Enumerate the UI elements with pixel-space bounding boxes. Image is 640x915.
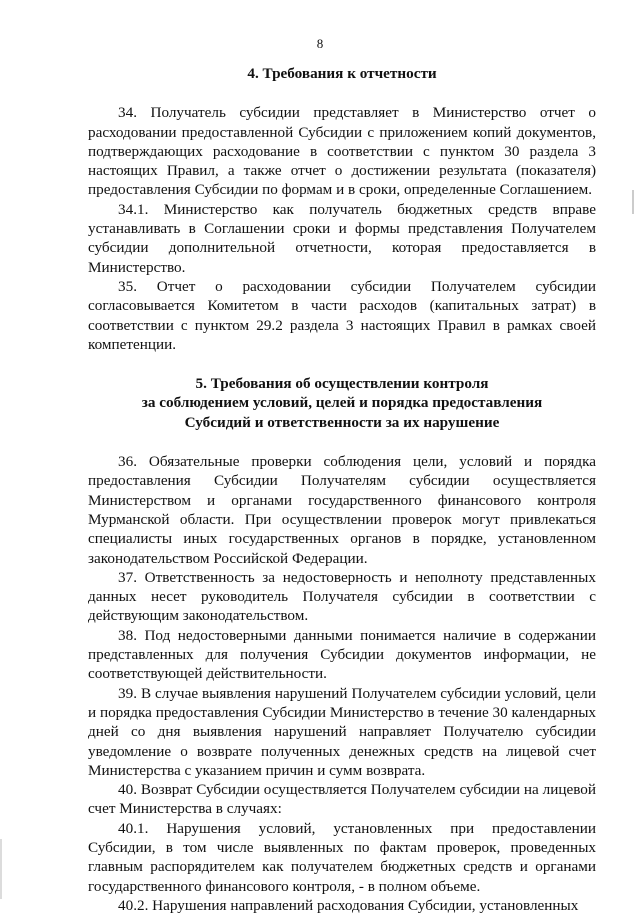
paragraph-37: 37. Ответственность за недостоверность и неполноту представленных данных несет руководитель Получателя субсидии в соответствии с действующим законодательством.: [88, 568, 596, 625]
paragraph-40: 40. Возврат Субсидии осуществляется Получателем субсидии на лицевой счет Министерства в случаях:: [88, 781, 596, 818]
section-5-title-line-2: за соблюдением условий, целей и порядка предоставления: [141, 394, 543, 412]
paragraph-34-1: 34.1. Министерство как получатель бюджетных средств вправе устанавливать в Соглашении сроки и формы представления Получателем субсидии дополнительной отчетности, которая предоставляется в Министерство.: [88, 200, 596, 276]
section-5-title-line-1: 5. Требования об осуществлении контроля: [195, 375, 489, 393]
section-5-title-line-3: Субсидий и ответственности за их нарушение: [184, 413, 500, 431]
paragraph-40-1: 40.1. Нарушения условий, установленных при предоставлении Субсидии, в том числе выявленных по фактам проверок, проведенных главным распорядителем как получателем бюджетных средств и органами государственного финансового контроля, - в полном объеме.: [88, 819, 596, 895]
paragraph-38: 38. Под недостоверными данными понимается наличие в содержании представленных для получения Субсидии документов информации, не соответствующей действительности.: [88, 626, 596, 683]
paragraph-39: 39. В случае выявления нарушений Получателем субсидии условий, цели и порядка предоставления Субсидии Министерство в течение 30 календарных дней со дня выявления нарушений направляет Получателю субсидии уведомление о возврате полученных денежных средств на лицевой счет Министерства с указанием причин и сумм возврата.: [88, 684, 596, 779]
paragraph-36: 36. Обязательные проверки соблюдения цели, условий и порядка предоставления Субсидии Получателям субсидии осуществляется Министерством и органами государственного финансового контроля Мурманской области. При осуществлении проверок могут привлекаться специалисты иных государственных органов в порядке, установленном законодательством Российской Федерации.: [88, 453, 596, 567]
paragraph-40-2: 40.2. Нарушения направлений расходования Субсидии, установленных: [118, 896, 579, 914]
document-body: [88, 64, 596, 915]
paragraph-34: 34. Получатель субсидии представляет в Министерство отчет о расходовании предоставленной Субсидии с приложением копий документов, подтверждающих расходование в соответствии с пунктом 30 раздела 3 настоящих Правил, а также отчет о достижении результата (показателя) предоставления Субсидии по формам и в сроки, определенные Соглашением.: [88, 104, 596, 199]
section-5-title: [88, 374, 596, 432]
page-number: 8: [316, 36, 324, 51]
scan-edge-mark: [632, 190, 634, 214]
paragraph-35: 35. Отчет о расходовании субсидии Получателем субсидии согласовывается Комитетом в части расходов (капитальных затрат) в соответствии с пунктом 29.2 раздела 3 настоящих Правил в рамках своей компетенции.: [88, 277, 596, 353]
section-4-title: 4. Требования к отчетности: [247, 65, 437, 82]
scan-edge-mark-bottom: [0, 839, 2, 899]
